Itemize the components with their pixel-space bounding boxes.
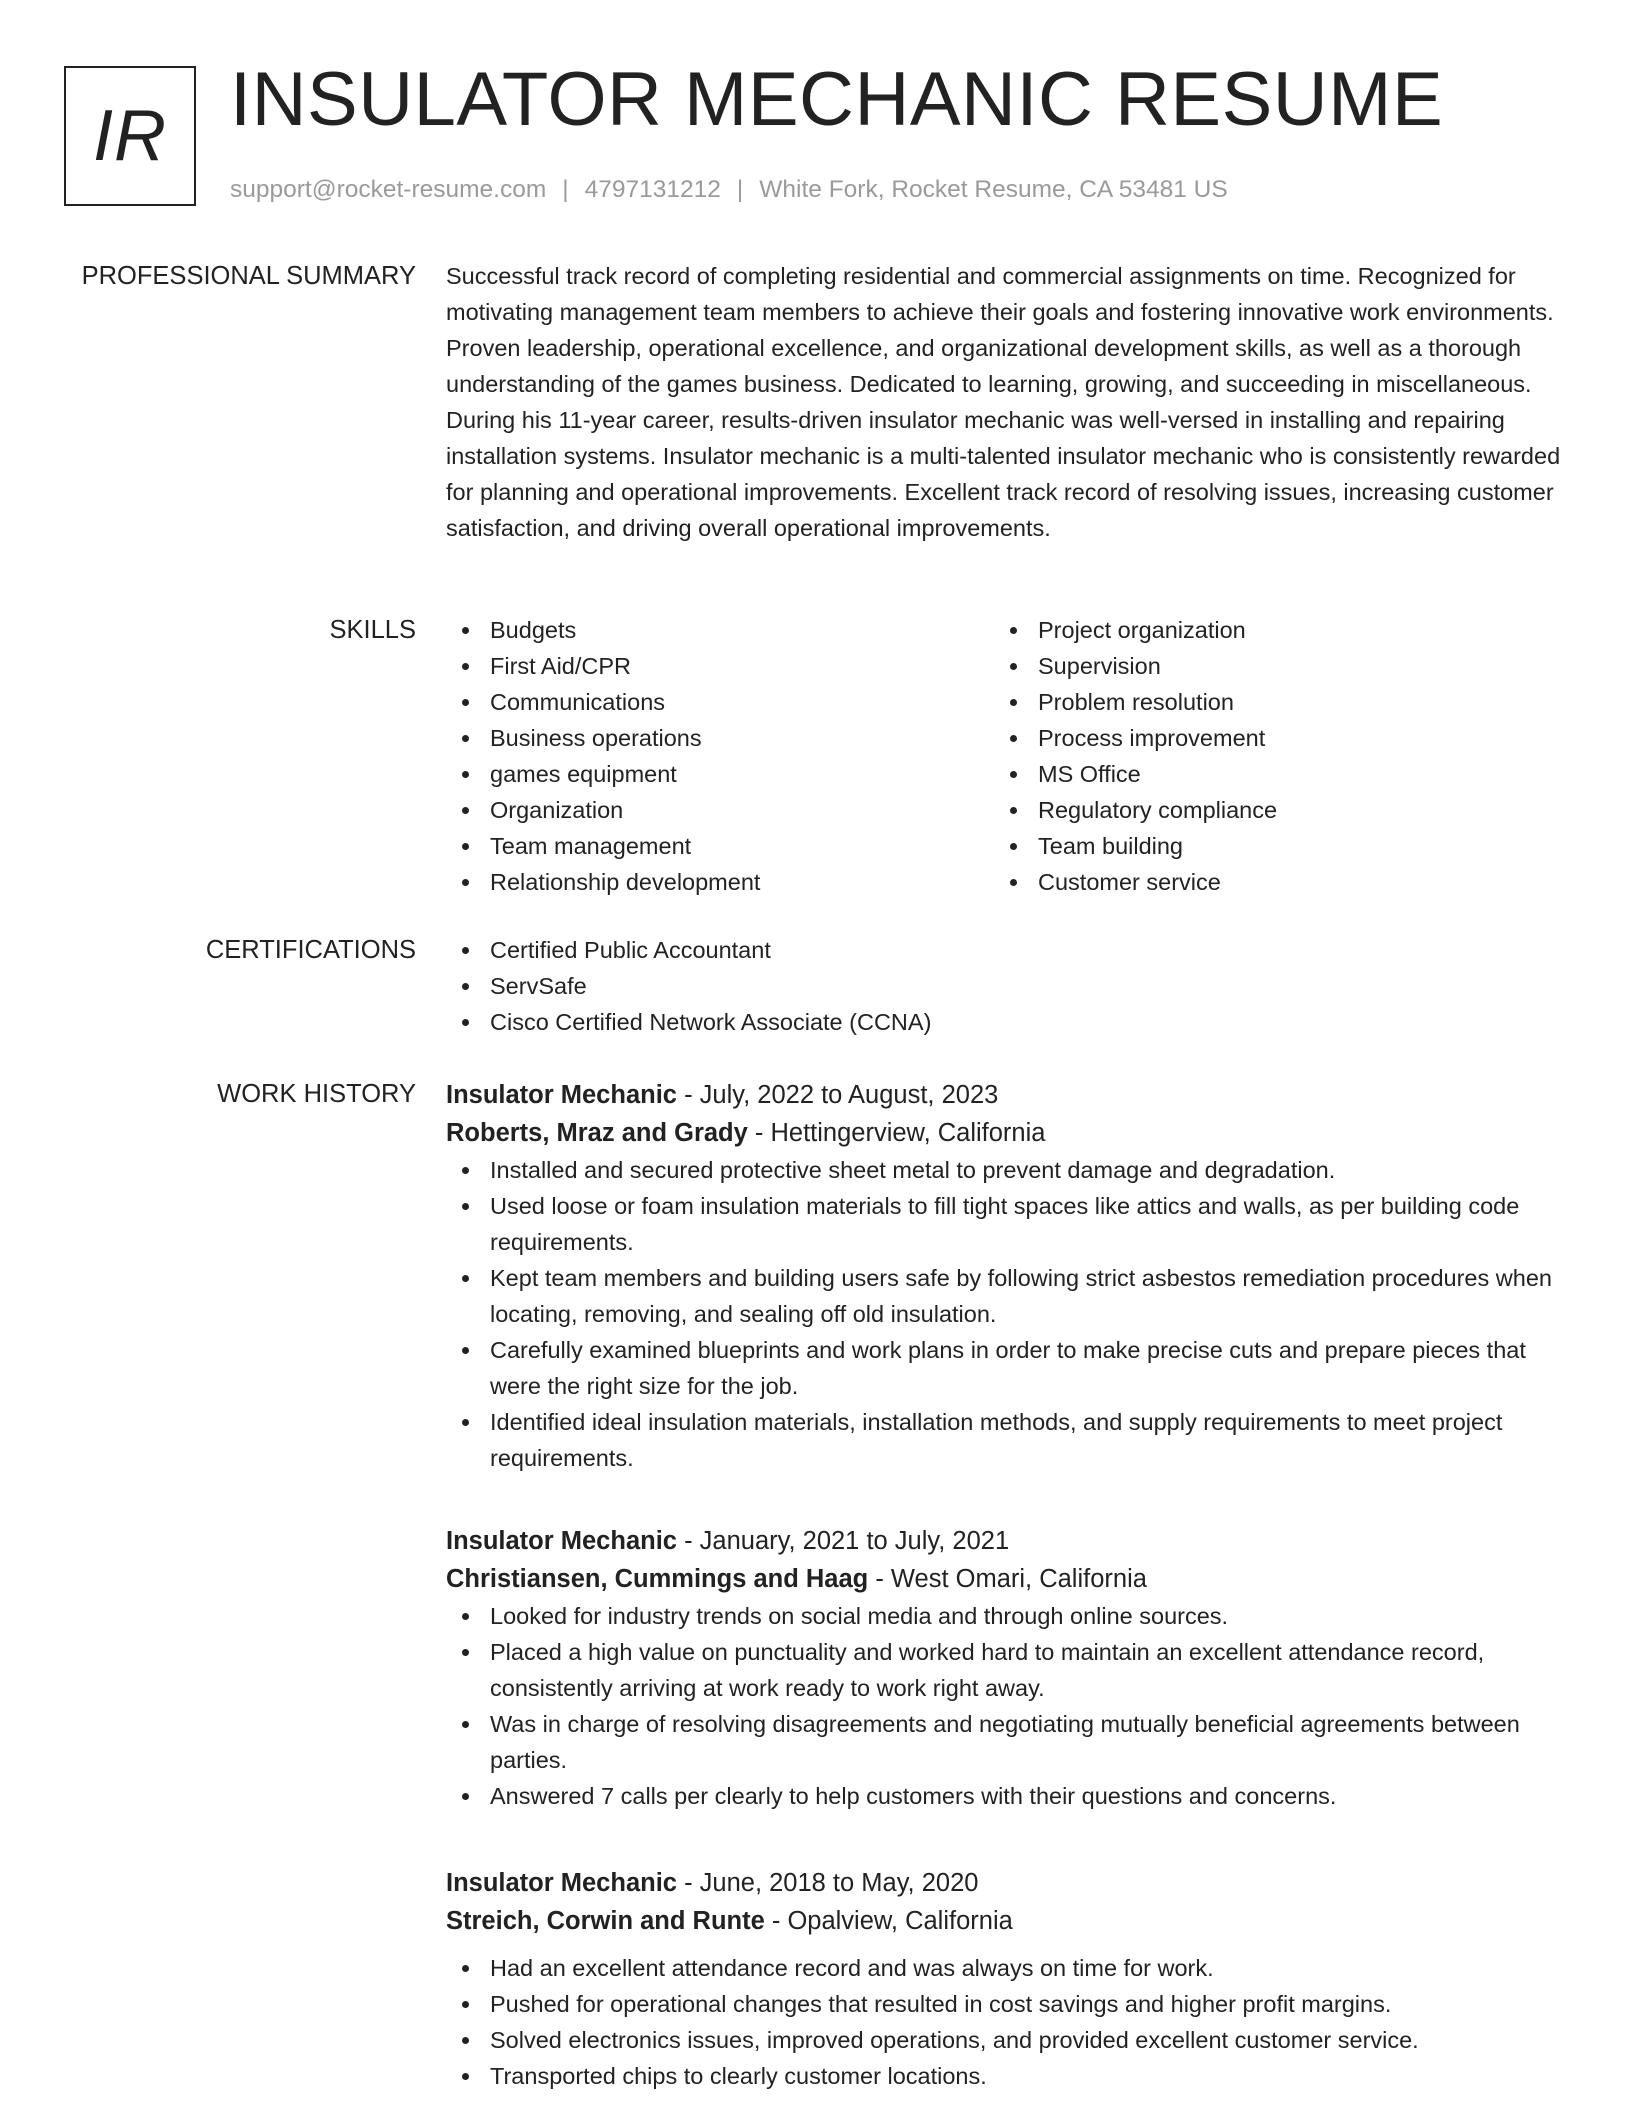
job-duties-list [446,1950,1562,2094]
contact-separator: | [562,176,569,203]
skill-item: Organization [446,792,994,828]
work-history-body [446,1864,1562,2094]
monogram-logo: IR [64,66,196,206]
job-duty: Carefully examined blueprints and work plans in order to make precise cuts and prepare pieces that were the right size for the job. [446,1332,1562,1404]
contact-separator: | [736,176,744,203]
skill-item: MS Office [994,756,1542,792]
job-entry [446,1864,1562,2094]
work-history-body [446,1076,1562,1476]
skill-item: First Aid/CPR [446,648,994,684]
skill-item: Customer service [994,864,1542,900]
job-title: Insulator Mechanic [446,1081,677,1109]
summary-text: Successful track record of completing residential and commercial assignments on time. Recognized for motivating management team members to achieve their goals and fostering innovative work environments. Proven leadership, operational excellence, and organizational development skills, as well as a thorough understanding of the games business. Dedicated to learning, growing, and succeeding in miscellaneous. During his 11-year career, results-driven insulator mechanic was well-versed in installing and repairing installation systems. Insulator mechanic is a multi-talented insulator mechanic who is consistently rewarded for planning and operational improvements. Excellent track record of resolving issues, increasing customer satisfaction, and driving overall operational improvements. [446,263,1561,541]
job-company: Streich, Corwin and Runte [446,1907,765,1935]
job-location: - Opalview, California [764,1907,1013,1935]
job-duty: Had an excellent attendance record and was always on time for work. [446,1950,1562,1986]
job-duty: Looked for industry trends on social media and through online sources. [446,1598,1562,1634]
skill-item: Relationship development [446,864,994,900]
job-duty: Was in charge of resolving disagreements and negotiating mutually beneficial agreements between parties. [446,1706,1562,1778]
job-location: - West Omari, California [868,1565,1147,1593]
skill-item: Problem resolution [994,684,1542,720]
job-duties-list [446,1598,1562,1814]
contact-address: White Fork, Rocket Resume, CA 53481 US [759,176,1228,203]
skill-item: Supervision [994,648,1542,684]
job-company-line [446,1560,1562,1598]
job-title: Insulator Mechanic [446,1869,677,1897]
job-dates: - June, 2018 to May, 2020 [676,1869,979,1897]
certifications-heading: CERTIFICATIONS [205,936,416,964]
skill-item: games equipment [446,756,994,792]
certification-item: ServSafe [446,968,1562,1004]
summary-heading: PROFESSIONAL SUMMARY [81,262,416,290]
skills-list-left [446,612,994,900]
job-duty: Kept team members and building users safe by following strict asbestos remediation procedures when locating, removing, and sealing off old insulation. [446,1260,1562,1332]
skill-item: Regulatory compliance [994,792,1542,828]
job-duty: Installed and secured protective sheet metal to prevent damage and degradation. [446,1152,1562,1188]
job-title: Insulator Mechanic [446,1527,677,1555]
job-duties-list [446,1152,1562,1476]
work-history-heading: WORK HISTORY [217,1080,416,1108]
job-dates: - July, 2022 to August, 2023 [676,1081,999,1109]
skill-item: Business operations [446,720,994,756]
skill-item: Team building [994,828,1542,864]
certification-item: Certified Public Accountant [446,932,1562,968]
job-duty: Solved electronics issues, improved operations, and provided excellent customer service. [446,2022,1562,2058]
skill-item: Communications [446,684,994,720]
contact-phone: 4797131212 [584,176,721,203]
job-dates: - January, 2021 to July, 2021 [676,1527,1010,1555]
certifications-body [446,932,1562,1040]
job-company: Christiansen, Cummings and Haag [446,1565,869,1593]
job-entry [446,1522,1562,1814]
summary-body [446,258,1562,546]
skill-item: Process improvement [994,720,1542,756]
skills-list-right [994,612,1542,900]
job-duty: Answered 7 calls per clearly to help customers with their questions and concerns. [446,1778,1562,1814]
job-duty: Pushed for operational changes that resulted in cost savings and higher profit margins. [446,1986,1562,2022]
certification-item: Cisco Certified Network Associate (CCNA) [446,1004,1562,1040]
skills-body [446,612,1562,900]
skill-item: Team management [446,828,994,864]
job-company-line [446,1114,1562,1152]
contact-email: support@rocket-resume.com [230,176,547,203]
resume-title: INSULATOR MECHANIC RESUME [230,57,1444,142]
job-title-line [446,1522,1562,1560]
job-duty: Used loose or foam insulation materials to fill tight spaces like attics and walls, as per building code requirements. [446,1188,1562,1260]
job-title-line [446,1864,1562,1902]
job-entry [446,1076,1562,1476]
contact-line [230,176,1228,204]
skills-heading: SKILLS [329,616,416,644]
job-duty: Transported chips to clearly customer locations. [446,2058,1562,2094]
job-title-line [446,1076,1562,1114]
certifications-list [446,932,1562,1040]
skill-item: Budgets [446,612,994,648]
job-duty: Placed a high value on punctuality and worked hard to maintain an excellent attendance record, consistently arriving at work ready to work right away. [446,1634,1562,1706]
job-company-line [446,1902,1562,1940]
skill-item: Project organization [994,612,1542,648]
job-company: Roberts, Mraz and Grady [446,1119,748,1147]
work-history-body [446,1522,1562,1814]
job-location: - Hettingerview, California [747,1119,1046,1147]
job-duty: Identified ideal insulation materials, installation methods, and supply requirements to meet project requirements. [446,1404,1562,1476]
